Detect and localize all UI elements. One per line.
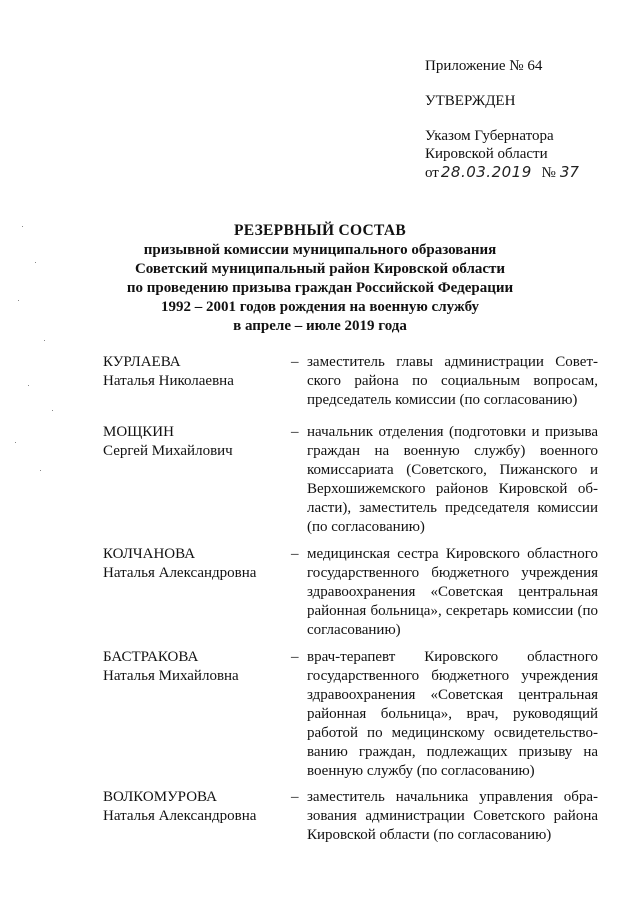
member-dash: – — [291, 649, 299, 665]
member-given-names: Наталья Александровна — [103, 808, 257, 824]
appendix-number: Приложение № 64 — [425, 58, 543, 74]
member-role: врач-терапевт Кировского областного государственного бюджетного учреждения здравоохранения «Советская центральная районная больница», врач, руководящий работой по медицинскому освидетельствованию граждан, подлежащих призыву на военную службу (по согласованию) — [307, 649, 598, 779]
approval-stamp-block — [425, 57, 579, 182]
title-line-4: 1992 – 2001 годов рождения на военную службу — [160, 299, 480, 315]
member-dash: – — [291, 789, 299, 805]
member-name — [103, 788, 283, 826]
member-name — [103, 648, 283, 686]
title-line-2: Советский муниципальный район Кировской области — [134, 261, 506, 277]
title-line-1: призывной комиссии муниципального образования — [143, 242, 497, 258]
member-given-names: Наталья Николаевна — [103, 373, 234, 389]
member-role: заместитель главы администрации Советского района по социальным вопросам, председатель комиссии (по согласованию) — [307, 354, 598, 408]
member-role: начальник отделения (подготовки и призыва граждан на военную службу) военного комиссариата (Советского, Пижанского и Верхошижемского районов Кировской области), заместитель председателя комиссии (по согласованию) — [307, 424, 598, 535]
handwritten-number: 37 — [559, 163, 579, 181]
decree-line-2: Кировской области — [425, 146, 548, 162]
member-name — [103, 353, 283, 391]
document-title — [0, 221, 640, 336]
member-dash: – — [291, 424, 299, 440]
decree-line-1: Указом Губернатора — [425, 128, 554, 144]
member-given-names: Сергей Михайлович — [103, 443, 233, 459]
decree-date-line — [425, 163, 579, 182]
member-name — [103, 423, 283, 461]
title-line-5: в апреле – июле 2019 года — [233, 318, 407, 334]
member-given-names: Наталья Александровна — [103, 565, 257, 581]
number-prefix: № — [541, 165, 556, 181]
member-role: медицинская сестра Кировского областного государственного бюджетного учреждения здравоохранения «Советская центральная районная больница», секретарь комиссии (по согласованию) — [307, 546, 598, 638]
handwritten-date: 28.03.2019 — [440, 163, 532, 181]
title-main: РЕЗЕРВНЫЙ СОСТАВ — [233, 222, 407, 239]
member-surname: ВОЛКОМУРОВА — [103, 789, 217, 805]
member-role: заместитель начальника управления образования администрации Советского района Кировской области (по согласованию) — [307, 789, 598, 843]
member-surname: БАСТРАКОВА — [103, 649, 199, 665]
member-surname: МОЩКИН — [103, 424, 174, 440]
member-surname: КУРЛАЕВА — [103, 354, 181, 370]
member-dash: – — [291, 354, 299, 370]
approved-label: УТВЕРЖДЕН — [425, 93, 516, 109]
member-name — [103, 545, 283, 583]
title-line-3: по проведению призыва граждан Российской Федерации — [126, 280, 514, 296]
member-dash: – — [291, 546, 299, 562]
member-surname: КОЛЧАНОВА — [103, 546, 196, 562]
member-given-names: Наталья Михайловна — [103, 668, 239, 684]
date-prefix: от — [425, 165, 439, 181]
